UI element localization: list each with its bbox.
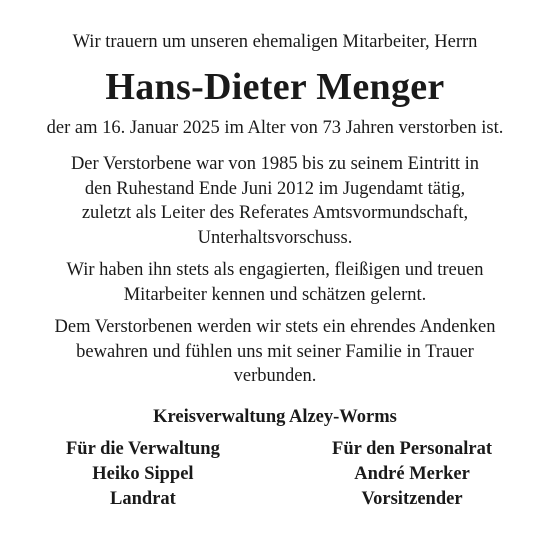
organization-name: Kreisverwaltung Alzey-Worms (153, 406, 397, 427)
signature-title: Landrat (110, 488, 176, 509)
deceased-name: Hans-Dieter Menger (105, 66, 445, 108)
text-line: Der Verstorbene war von 1985 bis zu seinem Eintritt in (70, 154, 480, 174)
text-line: Unterhaltsvorschuss. (197, 227, 353, 248)
text-line: bewahren und fühlen uns mit seiner Familie in Trauer (76, 341, 474, 362)
text-line: den Ruhestand Ende Juni 2012 im Jugendamt tätig, (84, 178, 466, 199)
text-line: Dem Verstorbenen werden wir stets ein ehrendes Andenken (54, 317, 496, 337)
signature-block (20, 437, 530, 512)
text-line: zuletzt als Leiter des Referates Amtsvormundschaft, (81, 203, 469, 223)
signature-staff-council (332, 437, 492, 512)
signature-role: Für die Verwaltung (66, 438, 220, 459)
career-paragraph (20, 152, 530, 250)
signature-administration (66, 437, 220, 512)
text-line: Wir haben ihn stets als engagierten, fleißigen und treuen (66, 260, 484, 280)
remembrance-paragraph (20, 315, 530, 389)
signature-name: Heiko Sippel (92, 463, 194, 484)
appreciation-paragraph (20, 258, 530, 307)
intro-line: Wir trauern um unseren ehemaligen Mitarbeiter, Herrn (72, 32, 478, 52)
death-date-line: der am 16. Januar 2025 im Alter von 73 Jahren verstorben ist. (46, 118, 504, 138)
signature-name: André Merker (354, 463, 470, 484)
signature-role: Für den Personalrat (332, 438, 492, 459)
signature-title: Vorsitzender (361, 488, 463, 509)
text-line: verbunden. (233, 366, 317, 386)
text-line: Mitarbeiter kennen und schätzen gelernt. (123, 284, 427, 305)
